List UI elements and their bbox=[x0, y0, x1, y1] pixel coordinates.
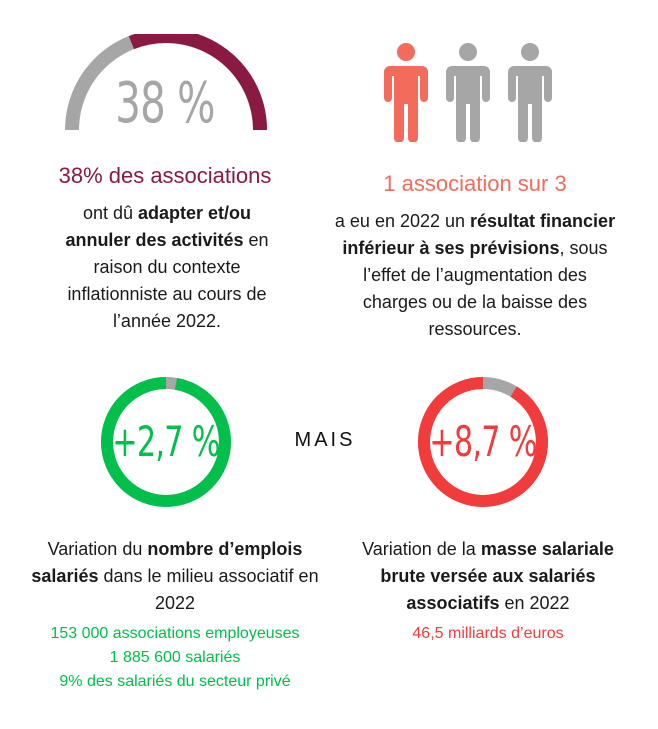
block3-text-1: Variation du bbox=[47, 539, 148, 559]
block2-bold-1: résultat financier inférieur à ses prévisions bbox=[342, 211, 616, 258]
block4-text-1: Variation de la bbox=[362, 539, 481, 559]
block1-bold-1: adapter et/ou annuler des activités bbox=[65, 203, 252, 250]
block1-text-2: en raison du contexte inflationniste au cours de l’année 2022. bbox=[67, 230, 269, 331]
ring-red-value: +8,7 % bbox=[429, 417, 537, 466]
block3-text bbox=[30, 536, 320, 617]
block4-text bbox=[348, 536, 628, 617]
person-icon bbox=[446, 43, 490, 142]
gauge-value: 38 % bbox=[115, 71, 215, 136]
block2-text-2: , sous l’effet de l’augmentation des charges ou de la baisse des ressources. bbox=[362, 238, 608, 339]
people-graphic bbox=[380, 42, 560, 142]
block1-headline: 38% des associations bbox=[58, 163, 272, 188]
block1-text bbox=[62, 200, 272, 335]
person-icon bbox=[508, 43, 552, 142]
block4-stats bbox=[348, 622, 628, 646]
block4-stat: 46,5 milliards d’euros bbox=[412, 625, 564, 642]
block3-stat: 153 000 associations employeuses bbox=[50, 625, 300, 642]
block3-text-2: dans le milieu associatif en 2022 bbox=[98, 566, 319, 613]
block2-headline: 1 association sur 3 bbox=[383, 171, 567, 196]
block3-bold-1: nombre d’emplois salariés bbox=[31, 539, 303, 586]
person-icon bbox=[384, 43, 428, 142]
block3-stat: 9% des salariés du secteur privé bbox=[59, 673, 291, 690]
block3-stats bbox=[20, 622, 330, 694]
mais-label: MAIS bbox=[294, 429, 356, 451]
people-icons bbox=[380, 42, 560, 142]
block4-text-2: en 2022 bbox=[499, 593, 570, 613]
block1-text-1: ont dû bbox=[82, 203, 138, 223]
block3-stat: 1 885 600 salariés bbox=[109, 649, 241, 666]
block2-text bbox=[330, 208, 620, 343]
block4-bold-1: masse salariale brute versée aux salariés associatifs bbox=[380, 539, 614, 613]
block2-text-1: a eu en 2022 un bbox=[334, 211, 471, 231]
ring-green-value: +2,7 % bbox=[112, 417, 220, 466]
